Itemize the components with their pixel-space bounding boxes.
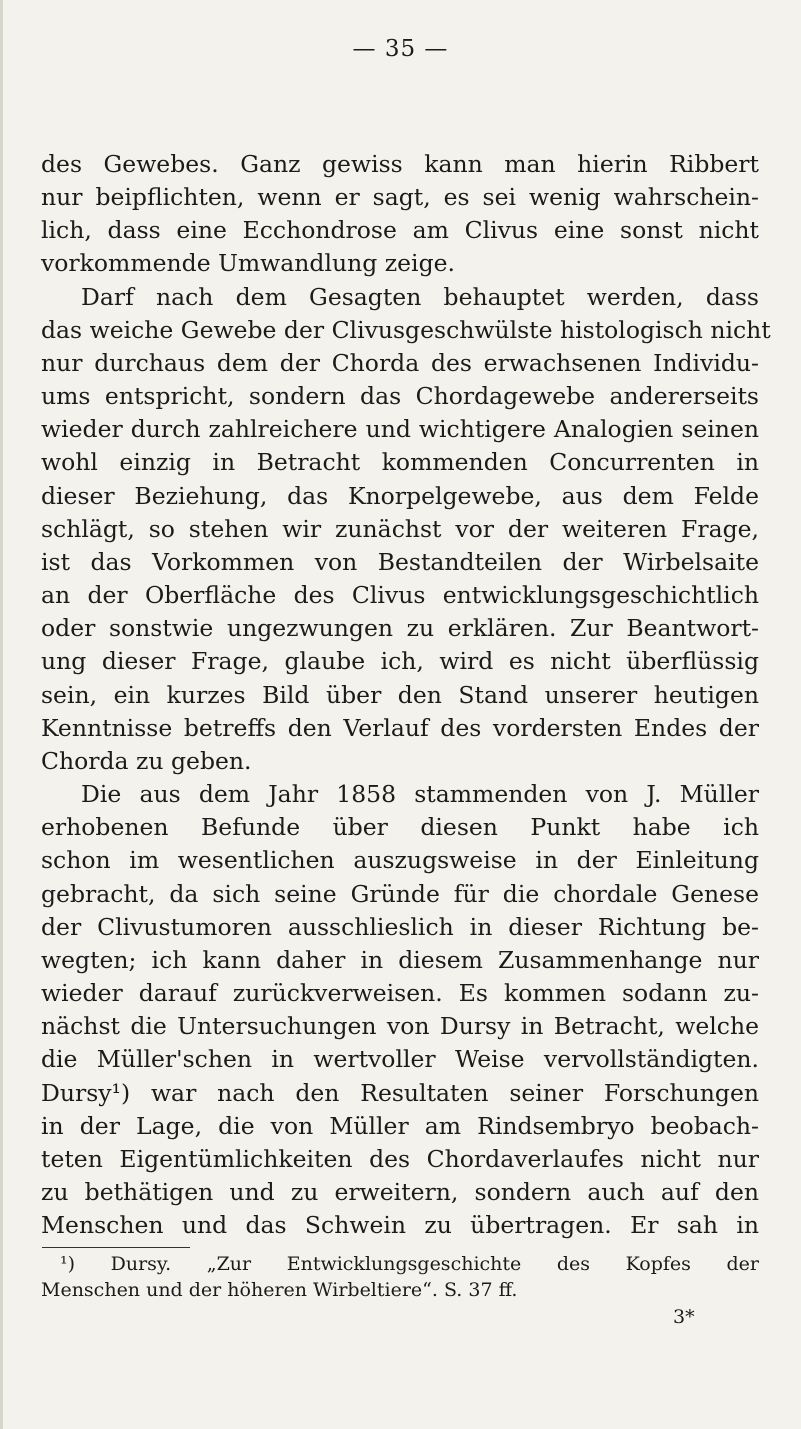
- text-line: Dursy¹) war nach den Resultaten seiner Forschungen: [41, 1079, 759, 1107]
- text-line: an der Oberfläche des Clivus entwicklungsgeschichtlich: [41, 581, 759, 609]
- text-line: dieser Beziehung, das Knorpelgewebe, aus dem Felde: [41, 482, 759, 510]
- text-line: Menschen und das Schwein zu übertragen. Er sah in: [41, 1211, 759, 1239]
- text-line: nur beipflichten, wenn er sagt, es sei wenig wahrschein-: [41, 183, 759, 211]
- text-line: der Clivustumoren ausschlieslich in dieser Richtung be-: [41, 913, 759, 941]
- text-line: Darf nach dem Gesagten behauptet werden, dass: [81, 283, 759, 311]
- text-line: erhobenen Befunde über diesen Punkt habe ich: [41, 813, 759, 841]
- text-line: des Gewebes. Ganz gewiss kann man hierin Ribbert: [41, 150, 759, 178]
- text-line: wieder darauf zurückverweisen. Es kommen sodann zu-: [41, 979, 759, 1007]
- text-line: sein, ein kurzes Bild über den Stand unserer heutigen: [41, 681, 759, 709]
- text-line: gebracht, da sich seine Gründe für die chordale Genese: [41, 880, 759, 908]
- footnote-rule: [42, 1247, 190, 1248]
- text-line: wohl einzig in Betracht kommenden Concurrenten in: [41, 448, 759, 476]
- text-line: Kenntnisse betreffs den Verlauf des vordersten Endes der: [41, 714, 759, 742]
- text-line: wieder durch zahlreichere und wichtigere Analogien seinen: [41, 415, 759, 443]
- signature-mark: 3*: [673, 1306, 695, 1328]
- footnote-line: ¹) Dursy. „Zur Entwicklungsgeschichte des Kopfes der: [60, 1253, 759, 1275]
- text-line: lich, dass eine Ecchondrose am Clivus eine sonst nicht: [41, 216, 759, 244]
- text-line: wegten; ich kann daher in diesem Zusammenhange nur: [41, 946, 759, 974]
- text-line: vorkommende Umwandlung zeige.: [41, 249, 455, 277]
- text-line: Die aus dem Jahr 1858 stammenden von J. Müller: [81, 780, 759, 808]
- text-line: ist das Vorkommen von Bestandteilen der Wirbelsaite: [41, 548, 759, 576]
- text-line: nur durchaus dem der Chorda des erwachsenen Individu-: [41, 349, 759, 377]
- text-line: zu bethätigen und zu erweitern, sondern auch auf den: [41, 1178, 759, 1206]
- text-line: die Müller'schen in wertvoller Weise vervollständigten.: [41, 1045, 759, 1073]
- text-line: oder sonstwie ungezwungen zu erklären. Zur Beantwort-: [41, 614, 759, 642]
- text-line: schon im wesentlichen auszugsweise in der Einleitung: [41, 846, 759, 874]
- text-line: teten Eigentümlichkeiten des Chordaverlaufes nicht nur: [41, 1145, 759, 1173]
- text-line: schlägt, so stehen wir zunächst vor der weiteren Frage,: [41, 515, 759, 543]
- text-line: Chorda zu geben.: [41, 747, 252, 775]
- text-line: ums entspricht, sondern das Chordagewebe andererseits: [41, 382, 759, 410]
- text-line: ung dieser Frage, glaube ich, wird es nicht überflüssig: [41, 647, 759, 675]
- footnote-line: Menschen und der höheren Wirbeltiere“. S. 37 ff.: [41, 1279, 518, 1301]
- scan-edge: [0, 0, 3, 1429]
- text-line: das weiche Gewebe der Clivusgeschwülste histologisch nicht: [41, 316, 771, 344]
- page-number: — 35 —: [352, 36, 449, 62]
- text-line: nächst die Untersuchungen von Dursy in Betracht, welche: [41, 1012, 759, 1040]
- text-line: in der Lage, die von Müller am Rindsembryo beobach-: [41, 1112, 759, 1140]
